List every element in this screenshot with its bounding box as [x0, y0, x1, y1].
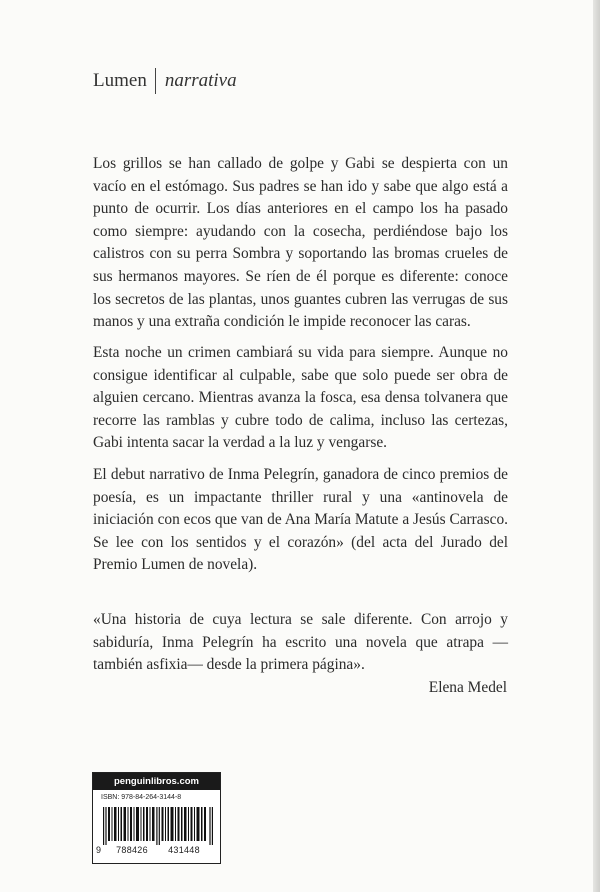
- publisher-website: penguinlibros.com: [93, 773, 220, 790]
- barcode-digit-group-1: 788426: [116, 845, 148, 855]
- synopsis-paragraph-1: Los grillos se han callado de golpe y Gabi se despierta con un vacío en el estómago. Sus padres se han ido y sabe que algo está a punto de ocurrir. Los días anteriores en el campo los ha pasado como siempre: ayudando con la cosecha, perdiéndose bajo los calistros con su perra Sombra y soportando las bromas crueles de sus hermanos mayores. Se ríen de él porque es diferente: conoce los secretos de las plantas, unos guantes cubren las verrugas de sus manos y una extraña condición le impide reconocer las caras.: [93, 155, 508, 331]
- barcode-digit-first: 9: [96, 845, 102, 855]
- review-quote: «Una historia de cuya lectura se sale diferente. Con arrojo y sabiduría, Inma Pelegrín ha escrito una novela que atrapa —también asfixia— desde la primera página».: [93, 611, 508, 674]
- page-edge: [593, 0, 600, 892]
- imprint-series: narrativa: [164, 70, 237, 91]
- isbn-label: ISBN: 978-84-264-3144-8: [101, 794, 182, 801]
- imprint-logo: [93, 68, 237, 94]
- barcode-bars: [103, 807, 213, 845]
- synopsis-paragraph-2: Esta noche un crimen cambiará su vida para siempre. Aunque no consigue identificar al culpable, sabe que solo puede ser obra de alguien cercano. Mientras avanza la fosca, esa densa tolvanera que recorre las ramblas y cubre todo de calima, incluso las certezas, Gabi intenta sacar la verdad a la luz y vengarse.: [93, 344, 508, 452]
- barcode-digit-group-2: 431448: [168, 845, 200, 855]
- imprint-brand: Lumen: [93, 70, 147, 91]
- synopsis-paragraph-3: El debut narrativo de Inma Pelegrín, ganadora de cinco premios de poesía, es un impactante thriller rural y una «antinovela de iniciación con ecos que van de Ana María Matute a Jesús Carrasco. Se lee con los sentidos y el corazón» (del acta del Jurado del Premio Lumen de novela).: [93, 466, 508, 574]
- quote-author: Elena Medel: [428, 679, 507, 696]
- imprint-divider: [155, 68, 156, 94]
- barcode-panel: [92, 772, 221, 864]
- barcode-digits: [96, 845, 216, 855]
